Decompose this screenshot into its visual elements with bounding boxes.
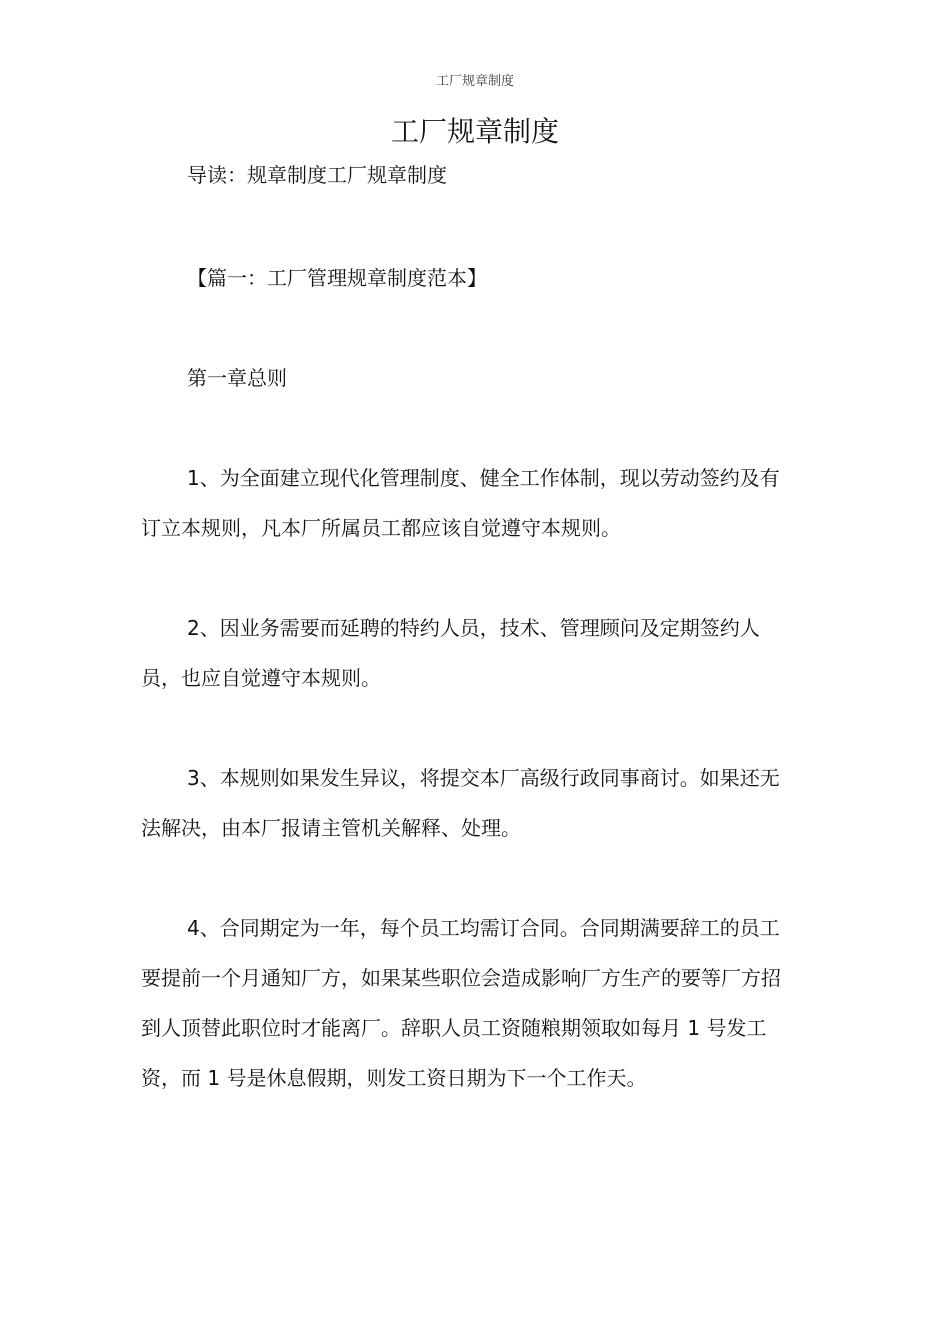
paragraph-1: 1、为全面建立现代化管理制度、健全工作体制，现以劳动签约及有订立本规则，凡本厂所属员工都应该自觉遵守本规则。 <box>141 466 780 540</box>
section-heading: 【篇一：工厂管理规章制度范本】 <box>187 266 487 290</box>
paragraph-4: 4、合同期定为一年，每个员工均需订合同。合同期满要辞工的员工要提前一个月通知厂方，如果某些职位会造成影响厂方生产的要等厂方招到人顶替此职位时才能离厂。辞职人员工资随粮期领取如每月 1 号发工资，而 1 号是休息假期，则发工资日期为下一个工作天。 <box>141 916 781 1090</box>
chapter-heading: 第一章总则 <box>187 366 287 390</box>
lead-text: 导读：规章制度工厂规章制度 <box>187 163 447 187</box>
paragraph-3: 3、本规则如果发生异议，将提交本厂高级行政同事商讨。如果还无法解决，由本厂报请主管机关解释、处理。 <box>141 766 780 840</box>
paragraph-2: 2、因业务需要而延聘的特约人员，技术、管理顾问及定期签约人员，也应自觉遵守本规则。 <box>141 616 760 690</box>
document-body <box>141 155 797 1103</box>
document-title: 工厂规章制度 <box>390 115 559 148</box>
running-header: 工厂规章制度 <box>435 74 514 89</box>
